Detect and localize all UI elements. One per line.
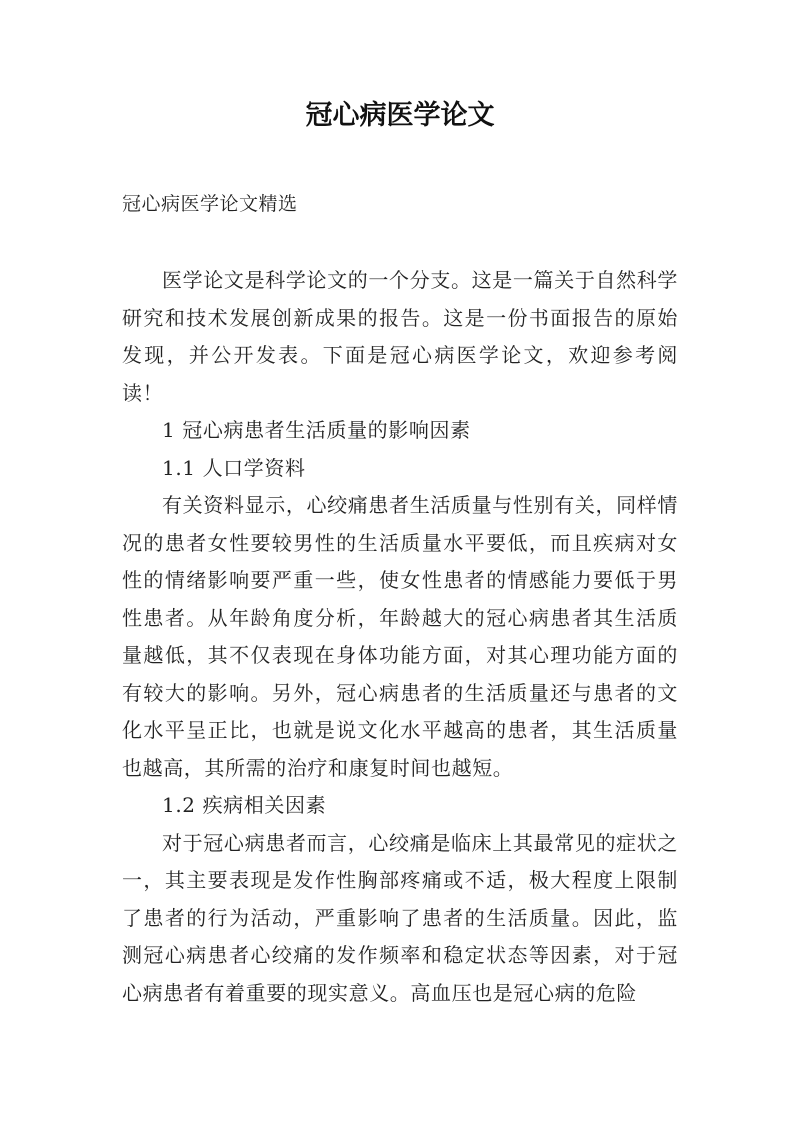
- section-1-1-paragraph: 有关资料显示，心绞痛患者生活质量与性别有关，同样情况的患者女性要较男性的生活质量水平要低，而且疾病对女性的情绪影响要严重一些，使女性患者的情感能力要低于男性患者。从年龄角度分析，年龄越大的冠心病患者其生活质量越低，其不仅表现在身体功能方面，对其心理功能方面的有较大的影响。另外，冠心病患者的生活质量还与患者的文化水平呈正比，也就是说文化水平越高的患者，其生活质量也越高，其所需的治疗和康复时间也越短。: [122, 493, 678, 780]
- document-subtitle: 冠心病医学论文精选: [122, 193, 298, 215]
- section-1-1-heading: 1.1 人口学资料: [162, 455, 306, 480]
- document-body: [122, 262, 678, 1012]
- intro-paragraph: 医学论文是科学论文的一个分支。这是一篇关于自然科学研究和技术发展创新成果的报告。这是一份书面报告的原始发现，并公开发表。下面是冠心病医学论文，欢迎参考阅读！: [122, 268, 678, 405]
- section-1-2-heading: 1.2 疾病相关因素: [162, 793, 327, 817]
- document-title: 冠心病医学论文: [305, 100, 495, 131]
- section-1-2-paragraph: 对于冠心病患者而言，心绞痛是临床上其最常见的症状之一，其主要表现是发作性胸部疼痛或不适，极大程度上限制了患者的行为活动，严重影响了患者的生活质量。因此，监测冠心病患者心绞痛的发作频率和稳定状态等因素，对于冠心病患者有着重要的现实意义。高血压也是冠心病的危险: [122, 830, 678, 1005]
- section-1-heading: 1 冠心病患者生活质量的影响因素: [162, 418, 471, 442]
